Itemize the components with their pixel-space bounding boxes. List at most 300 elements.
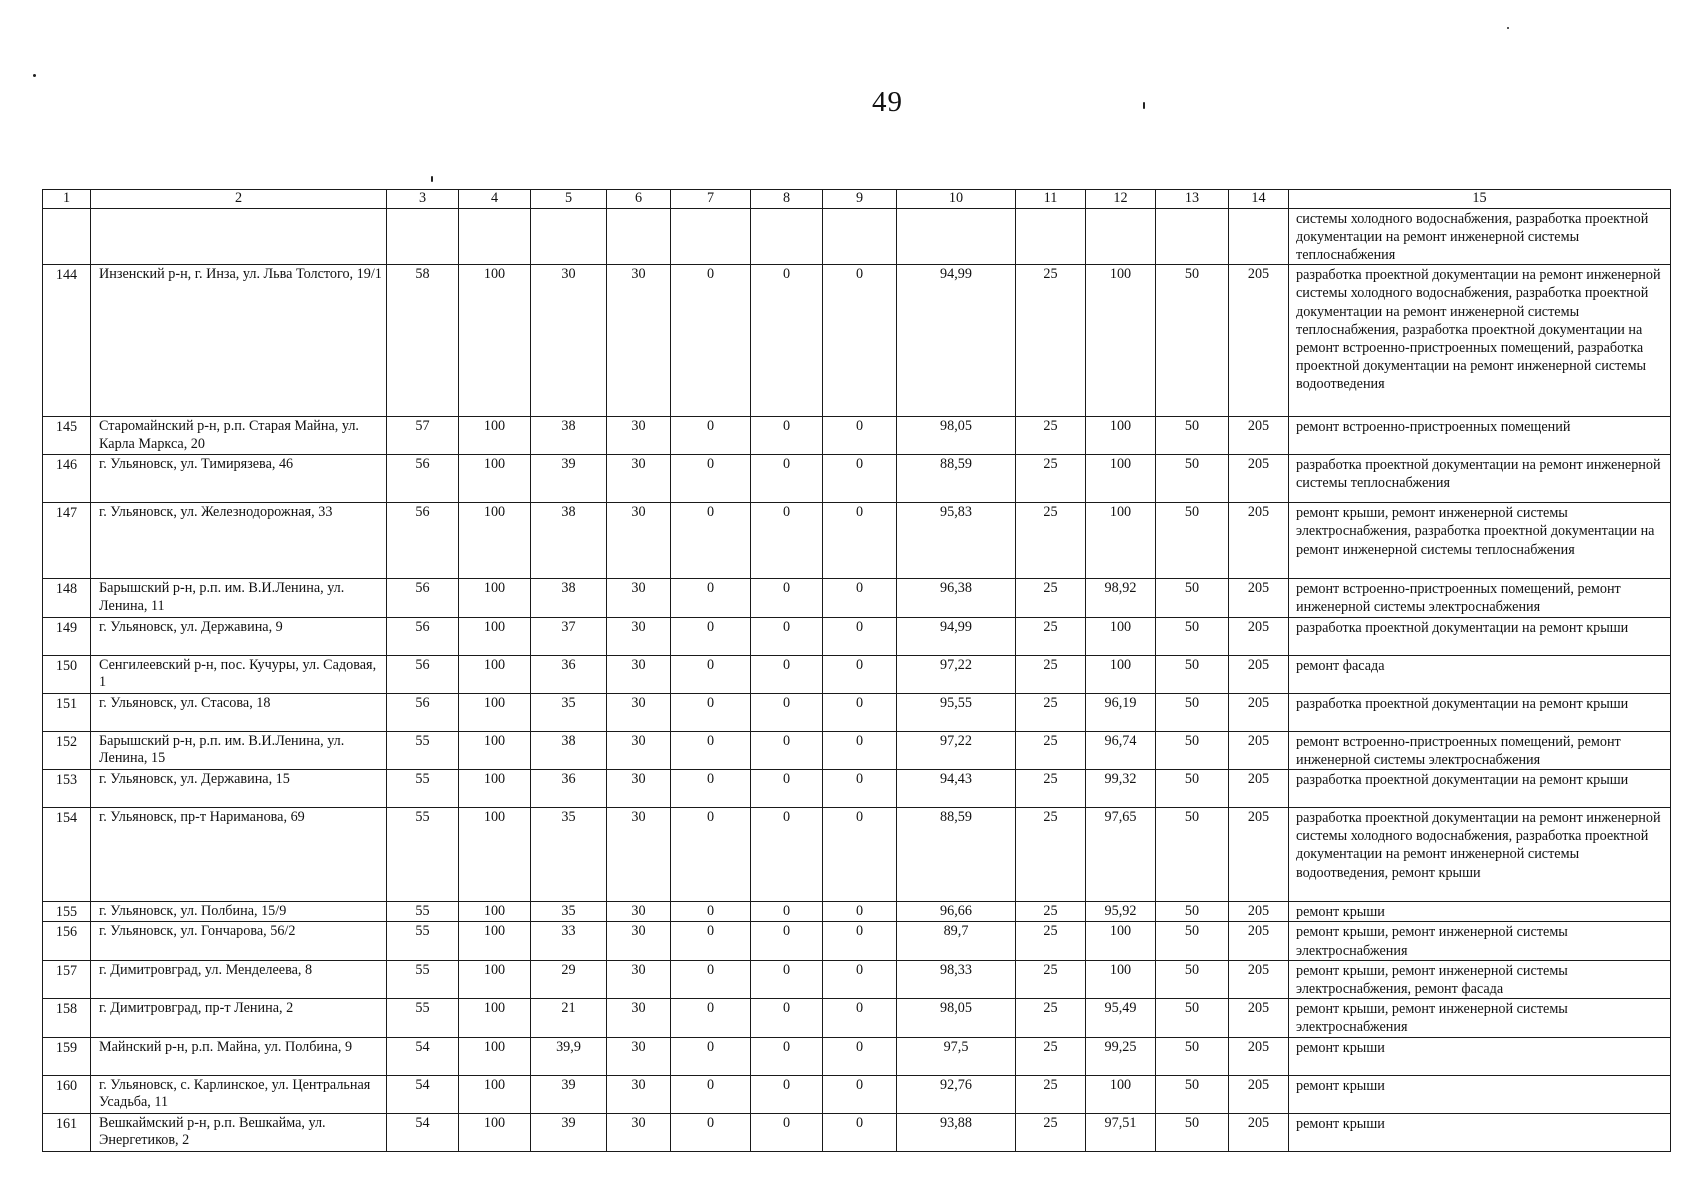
col14-cell: 205: [1229, 769, 1289, 807]
address-cell: г. Ульяновск, с. Карлинское, ул. Центральная Усадьба, 11: [91, 1075, 387, 1113]
col5-cell: 30: [531, 265, 607, 417]
address-cell: г. Ульяновск, ул. Стасова, 18: [91, 693, 387, 731]
row-number-cell: 156: [43, 922, 91, 960]
col6-cell: 30: [607, 1075, 671, 1113]
col7-cell: 0: [671, 693, 751, 731]
col4-cell: 100: [459, 693, 531, 731]
work-description-cell: ремонт фасада: [1289, 655, 1671, 693]
address-cell: г. Ульяновск, ул. Державина, 9: [91, 617, 387, 655]
col8-cell: 0: [751, 1075, 823, 1113]
table-row: [43, 265, 1671, 417]
column-number-3: 3: [387, 190, 459, 209]
table-cell: [43, 208, 91, 265]
col11-cell: 25: [1016, 655, 1086, 693]
col13-cell: 50: [1156, 1037, 1229, 1075]
col8-cell: 0: [751, 655, 823, 693]
col10-cell: 98,05: [897, 417, 1016, 455]
column-number-8: 8: [751, 190, 823, 209]
address-cell: г. Димитровград, пр-т Ленина, 2: [91, 999, 387, 1037]
col13-cell: 50: [1156, 731, 1229, 769]
col11-cell: 25: [1016, 769, 1086, 807]
address-cell: г. Ульяновск, ул. Державина, 15: [91, 769, 387, 807]
table-cell: [671, 208, 751, 265]
register-table: [42, 189, 1671, 1152]
col10-cell: 96,66: [897, 901, 1016, 922]
col7-cell: 0: [671, 579, 751, 617]
col9-cell: 0: [823, 731, 897, 769]
col5-cell: 39: [531, 455, 607, 503]
table-row: [43, 922, 1671, 960]
col8-cell: 0: [751, 901, 823, 922]
column-number-12: 12: [1086, 190, 1156, 209]
col10-cell: 94,99: [897, 617, 1016, 655]
table-cell: [1016, 208, 1086, 265]
col10-cell: 98,05: [897, 999, 1016, 1037]
work-description-cell: ремонт крыши: [1289, 901, 1671, 922]
col4-cell: 100: [459, 579, 531, 617]
col4-cell: 100: [459, 731, 531, 769]
col9-cell: 0: [823, 1075, 897, 1113]
table-row: [43, 503, 1671, 579]
col9-cell: 0: [823, 1037, 897, 1075]
col14-cell: 205: [1229, 655, 1289, 693]
col3-cell: 56: [387, 579, 459, 617]
column-number-2: 2: [91, 190, 387, 209]
table-cell: [459, 208, 531, 265]
col12-cell: 96,74: [1086, 731, 1156, 769]
row-number-cell: 150: [43, 655, 91, 693]
column-number-6: 6: [607, 190, 671, 209]
address-cell: г. Ульяновск, пр-т Нариманова, 69: [91, 807, 387, 901]
row-number-cell: 148: [43, 579, 91, 617]
col13-cell: 50: [1156, 1113, 1229, 1151]
col14-cell: 205: [1229, 693, 1289, 731]
col8-cell: 0: [751, 1113, 823, 1151]
col10-cell: 96,38: [897, 579, 1016, 617]
column-number-header-row: [43, 190, 1671, 209]
col11-cell: 25: [1016, 265, 1086, 417]
col9-cell: 0: [823, 417, 897, 455]
col8-cell: 0: [751, 503, 823, 579]
col14-cell: 205: [1229, 1113, 1289, 1151]
col9-cell: 0: [823, 807, 897, 901]
col11-cell: 25: [1016, 1075, 1086, 1113]
col12-cell: 100: [1086, 922, 1156, 960]
address-cell: Барышский р-н, р.п. им. В.И.Ленина, ул. Ленина, 15: [91, 731, 387, 769]
col5-cell: 38: [531, 417, 607, 455]
col7-cell: 0: [671, 1037, 751, 1075]
work-description-cell: ремонт крыши, ремонт инженерной системы электроснабжения, разработка проектной документации на ремонт инженерной системы теплоснабжения: [1289, 503, 1671, 579]
col13-cell: 50: [1156, 769, 1229, 807]
col9-cell: 0: [823, 960, 897, 998]
col14-cell: 205: [1229, 731, 1289, 769]
col12-cell: 100: [1086, 455, 1156, 503]
col5-cell: 38: [531, 731, 607, 769]
work-description-cell: ремонт крыши, ремонт инженерной системы электроснабжения: [1289, 922, 1671, 960]
col9-cell: 0: [823, 617, 897, 655]
col12-cell: 97,65: [1086, 807, 1156, 901]
table-row: [43, 901, 1671, 922]
col6-cell: 30: [607, 579, 671, 617]
col8-cell: 0: [751, 807, 823, 901]
col12-cell: 100: [1086, 417, 1156, 455]
col6-cell: 30: [607, 960, 671, 998]
col7-cell: 0: [671, 265, 751, 417]
row-number-cell: 144: [43, 265, 91, 417]
row-number-cell: 161: [43, 1113, 91, 1151]
col4-cell: 100: [459, 922, 531, 960]
col13-cell: 50: [1156, 579, 1229, 617]
row-number-cell: 159: [43, 1037, 91, 1075]
col3-cell: 55: [387, 901, 459, 922]
col11-cell: 25: [1016, 1113, 1086, 1151]
address-cell: г. Димитровград, ул. Менделеева, 8: [91, 960, 387, 998]
col3-cell: 56: [387, 693, 459, 731]
row-number-cell: 152: [43, 731, 91, 769]
col3-cell: 56: [387, 503, 459, 579]
col11-cell: 25: [1016, 1037, 1086, 1075]
col8-cell: 0: [751, 265, 823, 417]
col11-cell: 25: [1016, 617, 1086, 655]
table-cell: [1086, 208, 1156, 265]
col10-cell: 97,22: [897, 731, 1016, 769]
work-description-cell: разработка проектной документации на ремонт инженерной системы холодного водоснабжения, разработка проектной документации на ремонт инженерной системы теплоснабжения, разработка проектной документации на ремонт встроенно-пристроенных помещений, разработка проектной документации на ремонт инженерной системы водоотведения: [1289, 265, 1671, 417]
work-description-cell: системы холодного водоснабжения, разработка проектной документации на ремонт инженерной системы теплоснабжения: [1289, 208, 1671, 265]
col4-cell: 100: [459, 1075, 531, 1113]
col10-cell: 97,22: [897, 655, 1016, 693]
col10-cell: 92,76: [897, 1075, 1016, 1113]
col3-cell: 54: [387, 1075, 459, 1113]
col4-cell: 100: [459, 960, 531, 998]
work-description-cell: разработка проектной документации на ремонт инженерной системы теплоснабжения: [1289, 455, 1671, 503]
address-cell: г. Ульяновск, ул. Гончарова, 56/2: [91, 922, 387, 960]
col6-cell: 30: [607, 769, 671, 807]
row-number-cell: 151: [43, 693, 91, 731]
col10-cell: 89,7: [897, 922, 1016, 960]
col11-cell: 25: [1016, 731, 1086, 769]
col12-cell: 99,32: [1086, 769, 1156, 807]
col7-cell: 0: [671, 960, 751, 998]
col7-cell: 0: [671, 617, 751, 655]
row-number-cell: 157: [43, 960, 91, 998]
col3-cell: 55: [387, 731, 459, 769]
column-number-10: 10: [897, 190, 1016, 209]
column-number-13: 13: [1156, 190, 1229, 209]
col5-cell: 33: [531, 922, 607, 960]
col8-cell: 0: [751, 1037, 823, 1075]
row-number-cell: 146: [43, 455, 91, 503]
work-description-cell: разработка проектной документации на ремонт инженерной системы холодного водоснабжения, разработка проектной документации на ремонт инженерной системы водоотведения, ремонт крыши: [1289, 807, 1671, 901]
col11-cell: 25: [1016, 693, 1086, 731]
col11-cell: 25: [1016, 807, 1086, 901]
table-row: [43, 655, 1671, 693]
col7-cell: 0: [671, 922, 751, 960]
table-cell: [91, 208, 387, 265]
col4-cell: 100: [459, 1113, 531, 1151]
col14-cell: 205: [1229, 807, 1289, 901]
col6-cell: 30: [607, 1113, 671, 1151]
col14-cell: 205: [1229, 901, 1289, 922]
col9-cell: 0: [823, 693, 897, 731]
table-row: [43, 1113, 1671, 1151]
col14-cell: 205: [1229, 1075, 1289, 1113]
table-cell: [387, 208, 459, 265]
table-cell: [607, 208, 671, 265]
col3-cell: 55: [387, 769, 459, 807]
col5-cell: 39,9: [531, 1037, 607, 1075]
table-row: [43, 1075, 1671, 1113]
col10-cell: 93,88: [897, 1113, 1016, 1151]
col6-cell: 30: [607, 265, 671, 417]
col4-cell: 100: [459, 417, 531, 455]
column-number-7: 7: [671, 190, 751, 209]
col4-cell: 100: [459, 999, 531, 1037]
col9-cell: 0: [823, 922, 897, 960]
column-number-15: 15: [1289, 190, 1671, 209]
col5-cell: 39: [531, 1075, 607, 1113]
col8-cell: 0: [751, 693, 823, 731]
col9-cell: 0: [823, 769, 897, 807]
scan-speck: [1143, 102, 1145, 109]
col7-cell: 0: [671, 901, 751, 922]
row-number-cell: 155: [43, 901, 91, 922]
col7-cell: 0: [671, 417, 751, 455]
col4-cell: 100: [459, 807, 531, 901]
table-cell: [751, 208, 823, 265]
table-row: [43, 417, 1671, 455]
col5-cell: 37: [531, 617, 607, 655]
table-body: [43, 190, 1671, 1152]
work-description-cell: ремонт крыши, ремонт инженерной системы электроснабжения: [1289, 999, 1671, 1037]
col9-cell: 0: [823, 655, 897, 693]
col14-cell: 205: [1229, 265, 1289, 417]
address-cell: Старомайнский р-н, р.п. Старая Майна, ул. Карла Маркса, 20: [91, 417, 387, 455]
col5-cell: 38: [531, 503, 607, 579]
column-number-5: 5: [531, 190, 607, 209]
col10-cell: 88,59: [897, 807, 1016, 901]
address-cell: Барышский р-н, р.п. им. В.И.Ленина, ул. Ленина, 11: [91, 579, 387, 617]
col13-cell: 50: [1156, 901, 1229, 922]
col3-cell: 55: [387, 922, 459, 960]
col8-cell: 0: [751, 455, 823, 503]
col9-cell: 0: [823, 999, 897, 1037]
col5-cell: 35: [531, 807, 607, 901]
col8-cell: 0: [751, 579, 823, 617]
col12-cell: 100: [1086, 265, 1156, 417]
col6-cell: 30: [607, 655, 671, 693]
col7-cell: 0: [671, 503, 751, 579]
col8-cell: 0: [751, 922, 823, 960]
col11-cell: 25: [1016, 455, 1086, 503]
col4-cell: 100: [459, 1037, 531, 1075]
col4-cell: 100: [459, 901, 531, 922]
col7-cell: 0: [671, 455, 751, 503]
table-row: [43, 960, 1671, 998]
col7-cell: 0: [671, 769, 751, 807]
col3-cell: 55: [387, 999, 459, 1037]
col11-cell: 25: [1016, 901, 1086, 922]
col10-cell: 97,5: [897, 1037, 1016, 1075]
row-number-cell: 147: [43, 503, 91, 579]
col4-cell: 100: [459, 617, 531, 655]
col7-cell: 0: [671, 807, 751, 901]
continuation-row: [43, 208, 1671, 265]
col3-cell: 54: [387, 1113, 459, 1151]
col9-cell: 0: [823, 1113, 897, 1151]
col9-cell: 0: [823, 455, 897, 503]
address-cell: Сенгилеевский р-н, пос. Кучуры, ул. Садовая, 1: [91, 655, 387, 693]
column-number-1: 1: [43, 190, 91, 209]
scan-speck: [1507, 27, 1509, 29]
col11-cell: 25: [1016, 922, 1086, 960]
table-cell: [531, 208, 607, 265]
work-description-cell: ремонт крыши: [1289, 1113, 1671, 1151]
col4-cell: 100: [459, 265, 531, 417]
col10-cell: 95,55: [897, 693, 1016, 731]
col14-cell: 205: [1229, 922, 1289, 960]
col6-cell: 30: [607, 617, 671, 655]
table-cell: [1156, 208, 1229, 265]
col12-cell: 99,25: [1086, 1037, 1156, 1075]
col5-cell: 38: [531, 579, 607, 617]
col10-cell: 94,99: [897, 265, 1016, 417]
column-number-14: 14: [1229, 190, 1289, 209]
col9-cell: 0: [823, 901, 897, 922]
col13-cell: 50: [1156, 455, 1229, 503]
scan-speck: [431, 176, 433, 182]
table-row: [43, 579, 1671, 617]
col10-cell: 94,43: [897, 769, 1016, 807]
col5-cell: 36: [531, 655, 607, 693]
address-cell: г. Ульяновск, ул. Полбина, 15/9: [91, 901, 387, 922]
address-cell: Инзенский р-н, г. Инза, ул. Льва Толстого, 19/1: [91, 265, 387, 417]
col3-cell: 58: [387, 265, 459, 417]
col3-cell: 56: [387, 655, 459, 693]
col9-cell: 0: [823, 265, 897, 417]
col13-cell: 50: [1156, 503, 1229, 579]
column-number-4: 4: [459, 190, 531, 209]
col10-cell: 98,33: [897, 960, 1016, 998]
col9-cell: 0: [823, 503, 897, 579]
table-row: [43, 731, 1671, 769]
col13-cell: 50: [1156, 999, 1229, 1037]
work-description-cell: ремонт крыши, ремонт инженерной системы электроснабжения, ремонт фасада: [1289, 960, 1671, 998]
col8-cell: 0: [751, 999, 823, 1037]
col12-cell: 96,19: [1086, 693, 1156, 731]
col14-cell: 205: [1229, 999, 1289, 1037]
col14-cell: 205: [1229, 1037, 1289, 1075]
address-cell: Вешкаймский р-н, р.п. Вешкайма, ул. Энергетиков, 2: [91, 1113, 387, 1151]
row-number-cell: 154: [43, 807, 91, 901]
col6-cell: 30: [607, 999, 671, 1037]
col11-cell: 25: [1016, 503, 1086, 579]
col12-cell: 97,51: [1086, 1113, 1156, 1151]
table-cell: [897, 208, 1016, 265]
col14-cell: 205: [1229, 960, 1289, 998]
col13-cell: 50: [1156, 655, 1229, 693]
col4-cell: 100: [459, 503, 531, 579]
col7-cell: 0: [671, 1113, 751, 1151]
col14-cell: 205: [1229, 617, 1289, 655]
work-description-cell: разработка проектной документации на ремонт крыши: [1289, 693, 1671, 731]
work-description-cell: ремонт крыши: [1289, 1075, 1671, 1113]
col14-cell: 205: [1229, 579, 1289, 617]
table-cell: [1229, 208, 1289, 265]
col14-cell: 205: [1229, 417, 1289, 455]
col4-cell: 100: [459, 455, 531, 503]
col6-cell: 30: [607, 807, 671, 901]
page-number: 49: [872, 86, 903, 118]
row-number-cell: 158: [43, 999, 91, 1037]
col13-cell: 50: [1156, 693, 1229, 731]
col12-cell: 98,92: [1086, 579, 1156, 617]
col14-cell: 205: [1229, 503, 1289, 579]
col11-cell: 25: [1016, 579, 1086, 617]
col8-cell: 0: [751, 617, 823, 655]
table-row: [43, 617, 1671, 655]
col6-cell: 30: [607, 731, 671, 769]
col10-cell: 95,83: [897, 503, 1016, 579]
table-row: [43, 769, 1671, 807]
col5-cell: 29: [531, 960, 607, 998]
table-row: [43, 455, 1671, 503]
col14-cell: 205: [1229, 455, 1289, 503]
col8-cell: 0: [751, 417, 823, 455]
col3-cell: 54: [387, 1037, 459, 1075]
col13-cell: 50: [1156, 807, 1229, 901]
address-cell: Майнский р-н, р.п. Майна, ул. Полбина, 9: [91, 1037, 387, 1075]
table-row: [43, 999, 1671, 1037]
col6-cell: 30: [607, 693, 671, 731]
col5-cell: 36: [531, 769, 607, 807]
table-row: [43, 1037, 1671, 1075]
col6-cell: 30: [607, 922, 671, 960]
col12-cell: 100: [1086, 617, 1156, 655]
col13-cell: 50: [1156, 922, 1229, 960]
scan-speck: [33, 74, 36, 77]
col11-cell: 25: [1016, 417, 1086, 455]
col12-cell: 95,92: [1086, 901, 1156, 922]
col7-cell: 0: [671, 999, 751, 1037]
col4-cell: 100: [459, 769, 531, 807]
col7-cell: 0: [671, 731, 751, 769]
col12-cell: 95,49: [1086, 999, 1156, 1037]
col8-cell: 0: [751, 731, 823, 769]
col11-cell: 25: [1016, 960, 1086, 998]
row-number-cell: 149: [43, 617, 91, 655]
column-number-11: 11: [1016, 190, 1086, 209]
col5-cell: 39: [531, 1113, 607, 1151]
address-cell: г. Ульяновск, ул. Железнодорожная, 33: [91, 503, 387, 579]
col12-cell: 100: [1086, 655, 1156, 693]
table-row: [43, 693, 1671, 731]
col13-cell: 50: [1156, 265, 1229, 417]
work-description-cell: разработка проектной документации на ремонт крыши: [1289, 769, 1671, 807]
work-description-cell: ремонт крыши: [1289, 1037, 1671, 1075]
row-number-cell: 153: [43, 769, 91, 807]
work-description-cell: ремонт встроенно-пристроенных помещений, ремонт инженерной системы электроснабжения: [1289, 731, 1671, 769]
address-cell: г. Ульяновск, ул. Тимирязева, 46: [91, 455, 387, 503]
col11-cell: 25: [1016, 999, 1086, 1037]
column-number-9: 9: [823, 190, 897, 209]
col6-cell: 30: [607, 455, 671, 503]
col5-cell: 35: [531, 901, 607, 922]
col6-cell: 30: [607, 901, 671, 922]
work-description-cell: ремонт встроенно-пристроенных помещений: [1289, 417, 1671, 455]
row-number-cell: 160: [43, 1075, 91, 1113]
work-description-cell: ремонт встроенно-пристроенных помещений, ремонт инженерной системы электроснабжения: [1289, 579, 1671, 617]
col6-cell: 30: [607, 417, 671, 455]
